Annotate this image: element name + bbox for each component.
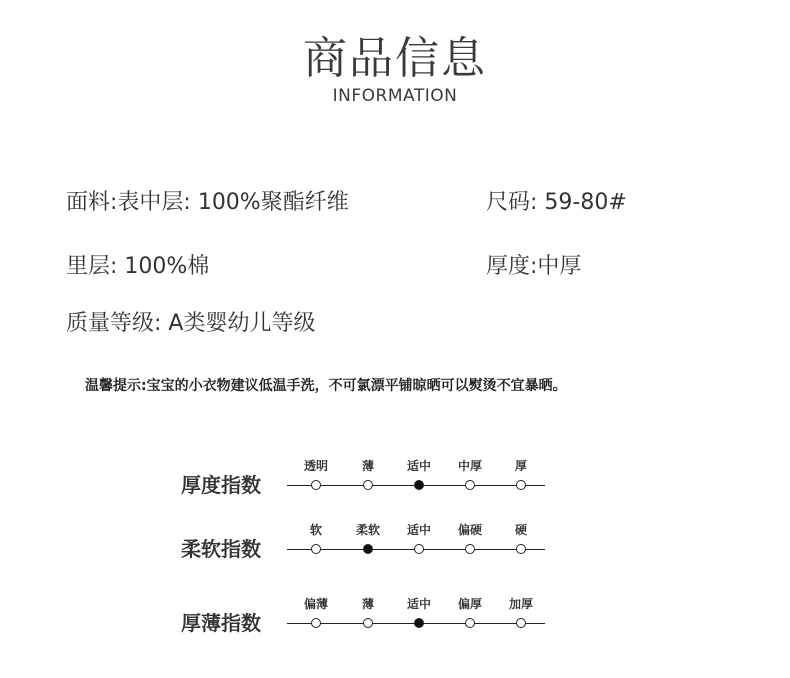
scale-label: 厚薄指数 — [181, 611, 261, 635]
scale-option-label: 偏薄 — [303, 597, 328, 611]
quality-info: 质量等级: A类婴幼儿等级 — [66, 311, 316, 336]
scale-dot — [363, 480, 373, 490]
scale-dot — [516, 544, 526, 554]
scale-option-label: 透明 — [303, 459, 328, 473]
page-subtitle: INFORMATION — [332, 86, 458, 106]
scale-dot-selected — [363, 544, 373, 554]
scale-option-label: 偏厚 — [457, 597, 482, 611]
scale-option-label: 硬 — [514, 523, 527, 537]
scale-option-label: 中厚 — [457, 459, 482, 473]
scale-dot — [465, 544, 475, 554]
scale-dot — [311, 618, 321, 628]
scale-option-label: 薄 — [361, 597, 374, 611]
scale-dot — [516, 480, 526, 490]
scale-softness — [0, 519, 790, 579]
scale-option-label: 柔软 — [355, 523, 380, 537]
scale-dot — [465, 480, 475, 490]
page-title: 商品信息 — [303, 33, 487, 84]
scale-option-label: 适中 — [406, 597, 431, 611]
scale-thickness — [0, 455, 790, 515]
scale-dot-selected — [414, 480, 424, 490]
fabric-info: 面料:表中层: 100%聚酯纤维 — [66, 190, 349, 215]
size-info: 尺码: 59-80# — [486, 190, 627, 215]
scale-dot — [414, 544, 424, 554]
scale-dot — [465, 618, 475, 628]
scale-option-label: 偏硬 — [457, 523, 482, 537]
scale-option-label: 适中 — [406, 459, 431, 473]
scale-dot — [311, 544, 321, 554]
scale-option-label: 厚 — [514, 459, 527, 473]
care-tip: 温馨提示:宝宝的小衣物建议低温手洗，不可氯漂平铺晾晒可以熨烫不宜暴晒。 — [85, 378, 567, 394]
scale-dot-selected — [414, 618, 424, 628]
scale-dot — [516, 618, 526, 628]
lining-info: 里层: 100%棉 — [66, 254, 210, 279]
scale-label: 厚度指数 — [181, 473, 261, 497]
scale-dot — [311, 480, 321, 490]
scale-option-label: 薄 — [361, 459, 374, 473]
scale-option-label: 软 — [309, 523, 322, 537]
scale-option-label: 加厚 — [508, 597, 533, 611]
scale-label: 柔软指数 — [181, 537, 261, 561]
scale-weight — [0, 593, 790, 653]
thickness-info: 厚度:中厚 — [486, 254, 582, 279]
scale-option-label: 适中 — [406, 523, 431, 537]
scale-dot — [363, 618, 373, 628]
